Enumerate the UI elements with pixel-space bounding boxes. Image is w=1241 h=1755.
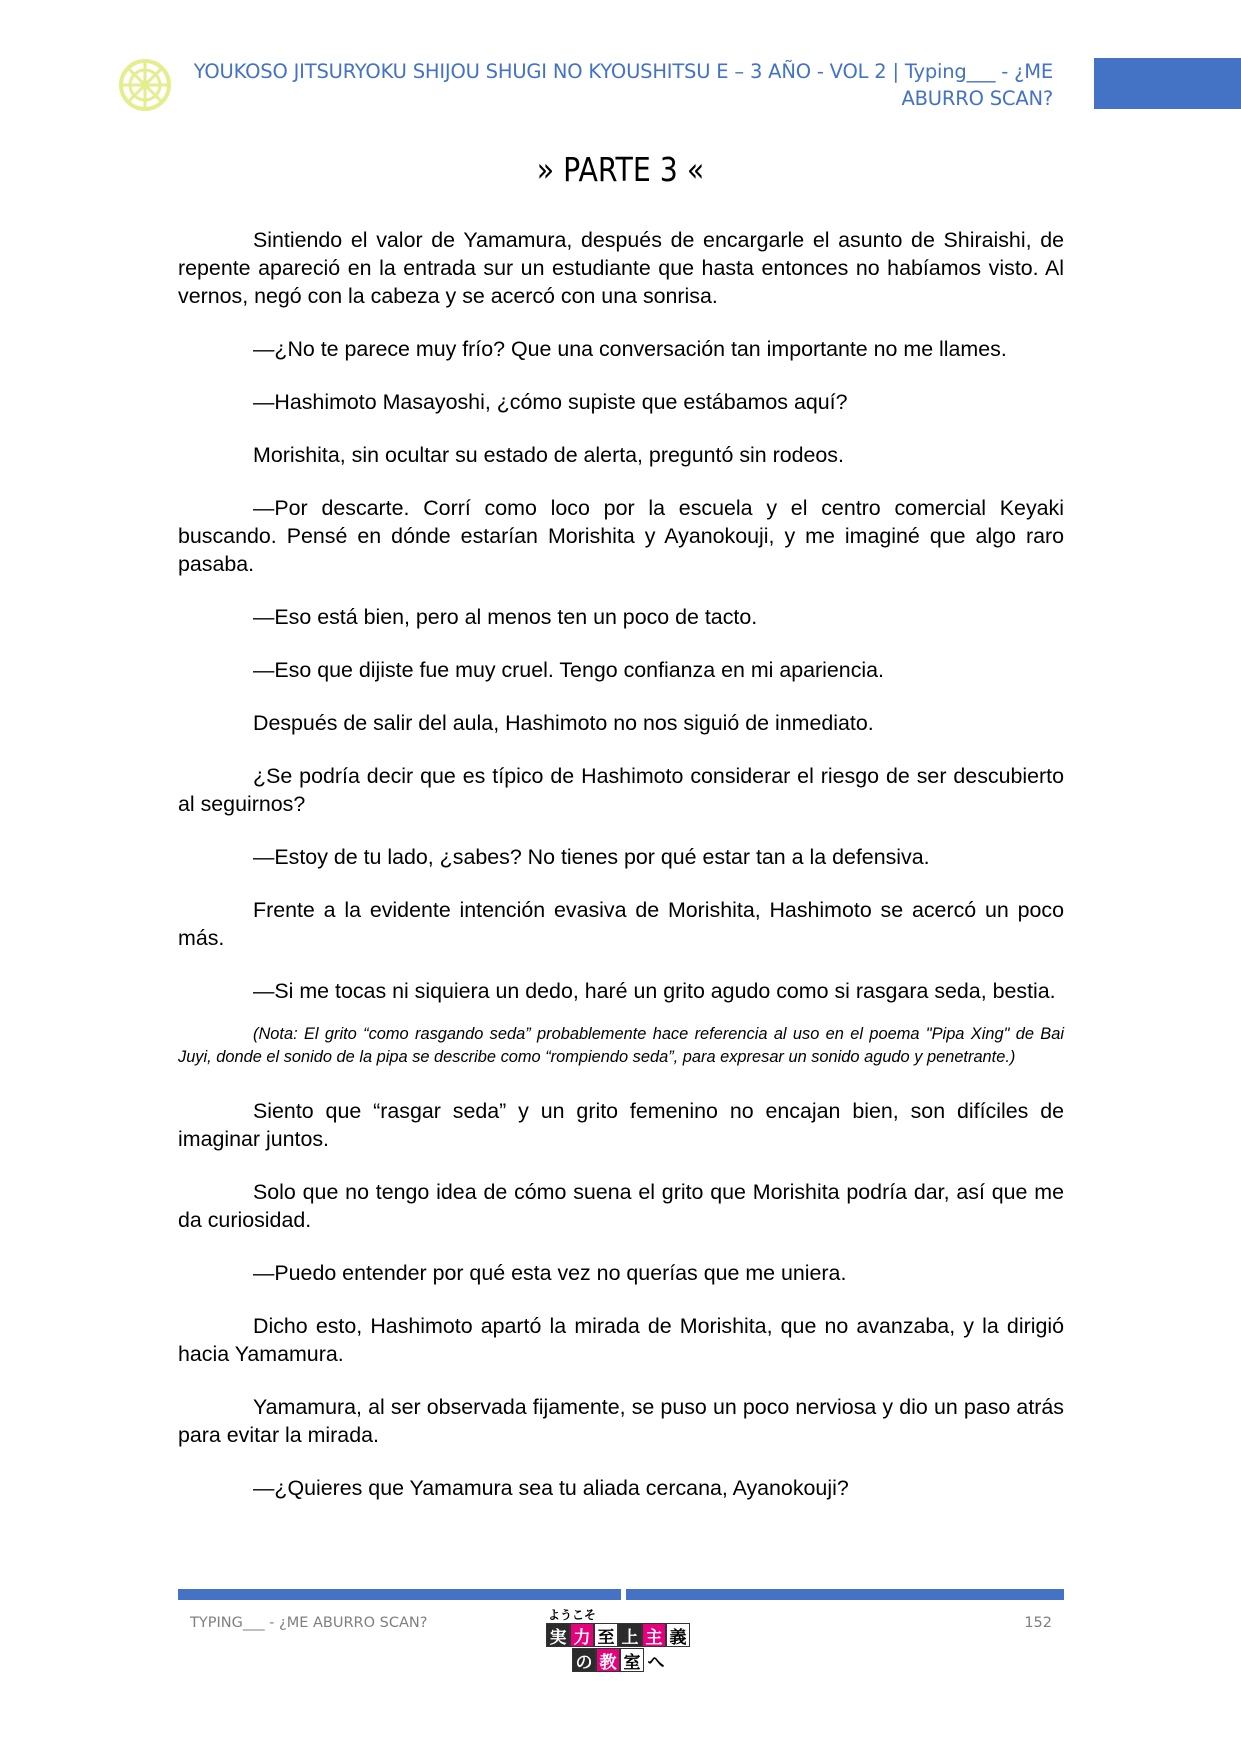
header-accent-bar <box>1094 58 1241 109</box>
logo-char: 至 <box>594 1623 618 1647</box>
series-logo-top-text: ようこそ <box>548 1608 597 1622</box>
running-header-line-2: ABURRO SCAN? <box>901 87 1053 110</box>
footer-credit: TYPING___ - ¿ME ABURRO SCAN? <box>190 1615 428 1631</box>
logo-char: 主 <box>642 1623 666 1647</box>
page-number: 152 <box>1024 1615 1052 1631</box>
paragraph: Yamamura, al ser observada fijamente, se puso un poco nerviosa y dio un paso atrás para evitar la mirada. <box>178 1395 1064 1447</box>
paragraph: —¿Quieres que Yamamura sea tu aliada cercana, Ayanokouji? <box>253 1476 849 1500</box>
logo-char: 義 <box>666 1623 690 1647</box>
paragraph: —Si me tocas ni siquiera un dedo, haré un grito agudo como si rasgara seda, bestia. <box>253 979 1056 1003</box>
paragraph: Siento que “rasgar seda” y un grito femenino no encajan bien, son difíciles de imaginar juntos. <box>178 1099 1064 1151</box>
running-header-line-1: YOUKOSO JITSURYOKU SHIJOU SHUGI NO KYOUSHITSU E – 3 AÑO - VOL 2 | Typing___ - ¿ME <box>193 60 1053 83</box>
paragraph: Solo que no tengo idea de cómo suena el grito que Morishita podría dar, así que me da curiosidad. <box>178 1180 1064 1232</box>
translator-note: (Nota: El grito “como rasgando seda” probablemente hace referencia al uso en el poema "Pipa Xing" de Bai Juyi, donde el sonido de la pipa se describe como “rompiendo seda”, para expresar un sonido agudo y penetrante.) <box>178 1025 1064 1066</box>
footer-divider-left <box>178 1589 621 1600</box>
paragraph: —Hashimoto Masayoshi, ¿cómo supiste que estábamos aquí? <box>253 390 848 414</box>
paragraph: —Por descarte. Corrí como loco por la escuela y el centro comercial Keyaki buscando. Pensé en dónde estarían Morishita y Ayanokouji, y me imaginé que algo raro pasaba. <box>178 496 1064 576</box>
logo-char: 力 <box>570 1623 594 1647</box>
logo-char: の <box>572 1648 596 1672</box>
logo-char: 実 <box>546 1623 570 1647</box>
series-logo <box>546 1606 694 1674</box>
paragraph: —Eso está bien, pero al menos ten un poco de tacto. <box>253 605 758 629</box>
logo-char: へ <box>644 1648 668 1672</box>
paragraph: Sintiendo el valor de Yamamura, después de encargarle el asunto de Shiraishi, de repente apareció en la entrada sur un estudiante que hasta entonces no habíamos visto. Al vernos, negó con la cabeza y se acercó con una sonrisa. <box>178 228 1064 308</box>
logo-char: 教 <box>596 1648 620 1672</box>
logo-char: 上 <box>618 1623 642 1647</box>
paragraph: Frente a la evidente intención evasiva de Morishita, Hashimoto se acercó un poco más. <box>178 898 1064 950</box>
paragraph: Dicho esto, Hashimoto apartó la mirada de Morishita, que no avanzaba, y la dirigió hacia Yamamura. <box>178 1314 1064 1366</box>
paragraph: Morishita, sin ocultar su estado de alerta, preguntó sin rodeos. <box>253 443 844 467</box>
chapter-part-title: » PARTE 3 « <box>536 150 705 189</box>
paragraph: —Puedo entender por qué esta vez no querías que me uniera. <box>253 1261 847 1285</box>
body-text <box>178 226 1064 1527</box>
paragraph: —Estoy de tu lado, ¿sabes? No tienes por qué estar tan a la defensiva. <box>253 845 930 869</box>
paragraph: —Eso que dijiste fue muy cruel. Tengo confianza en mi apariencia. <box>253 658 884 682</box>
paragraph: —¿No te parece muy frío? Que una conversación tan importante no me llames. <box>253 337 1007 361</box>
footer-divider-right <box>626 1589 1064 1600</box>
gear-logo-icon <box>118 58 172 112</box>
paragraph: ¿Se podría decir que es típico de Hashimoto considerar el riesgo de ser descubierto al seguirnos? <box>178 764 1064 816</box>
logo-char: 室 <box>620 1648 644 1672</box>
paragraph: Después de salir del aula, Hashimoto no nos siguió de inmediato. <box>253 711 874 735</box>
running-header <box>185 58 1053 112</box>
